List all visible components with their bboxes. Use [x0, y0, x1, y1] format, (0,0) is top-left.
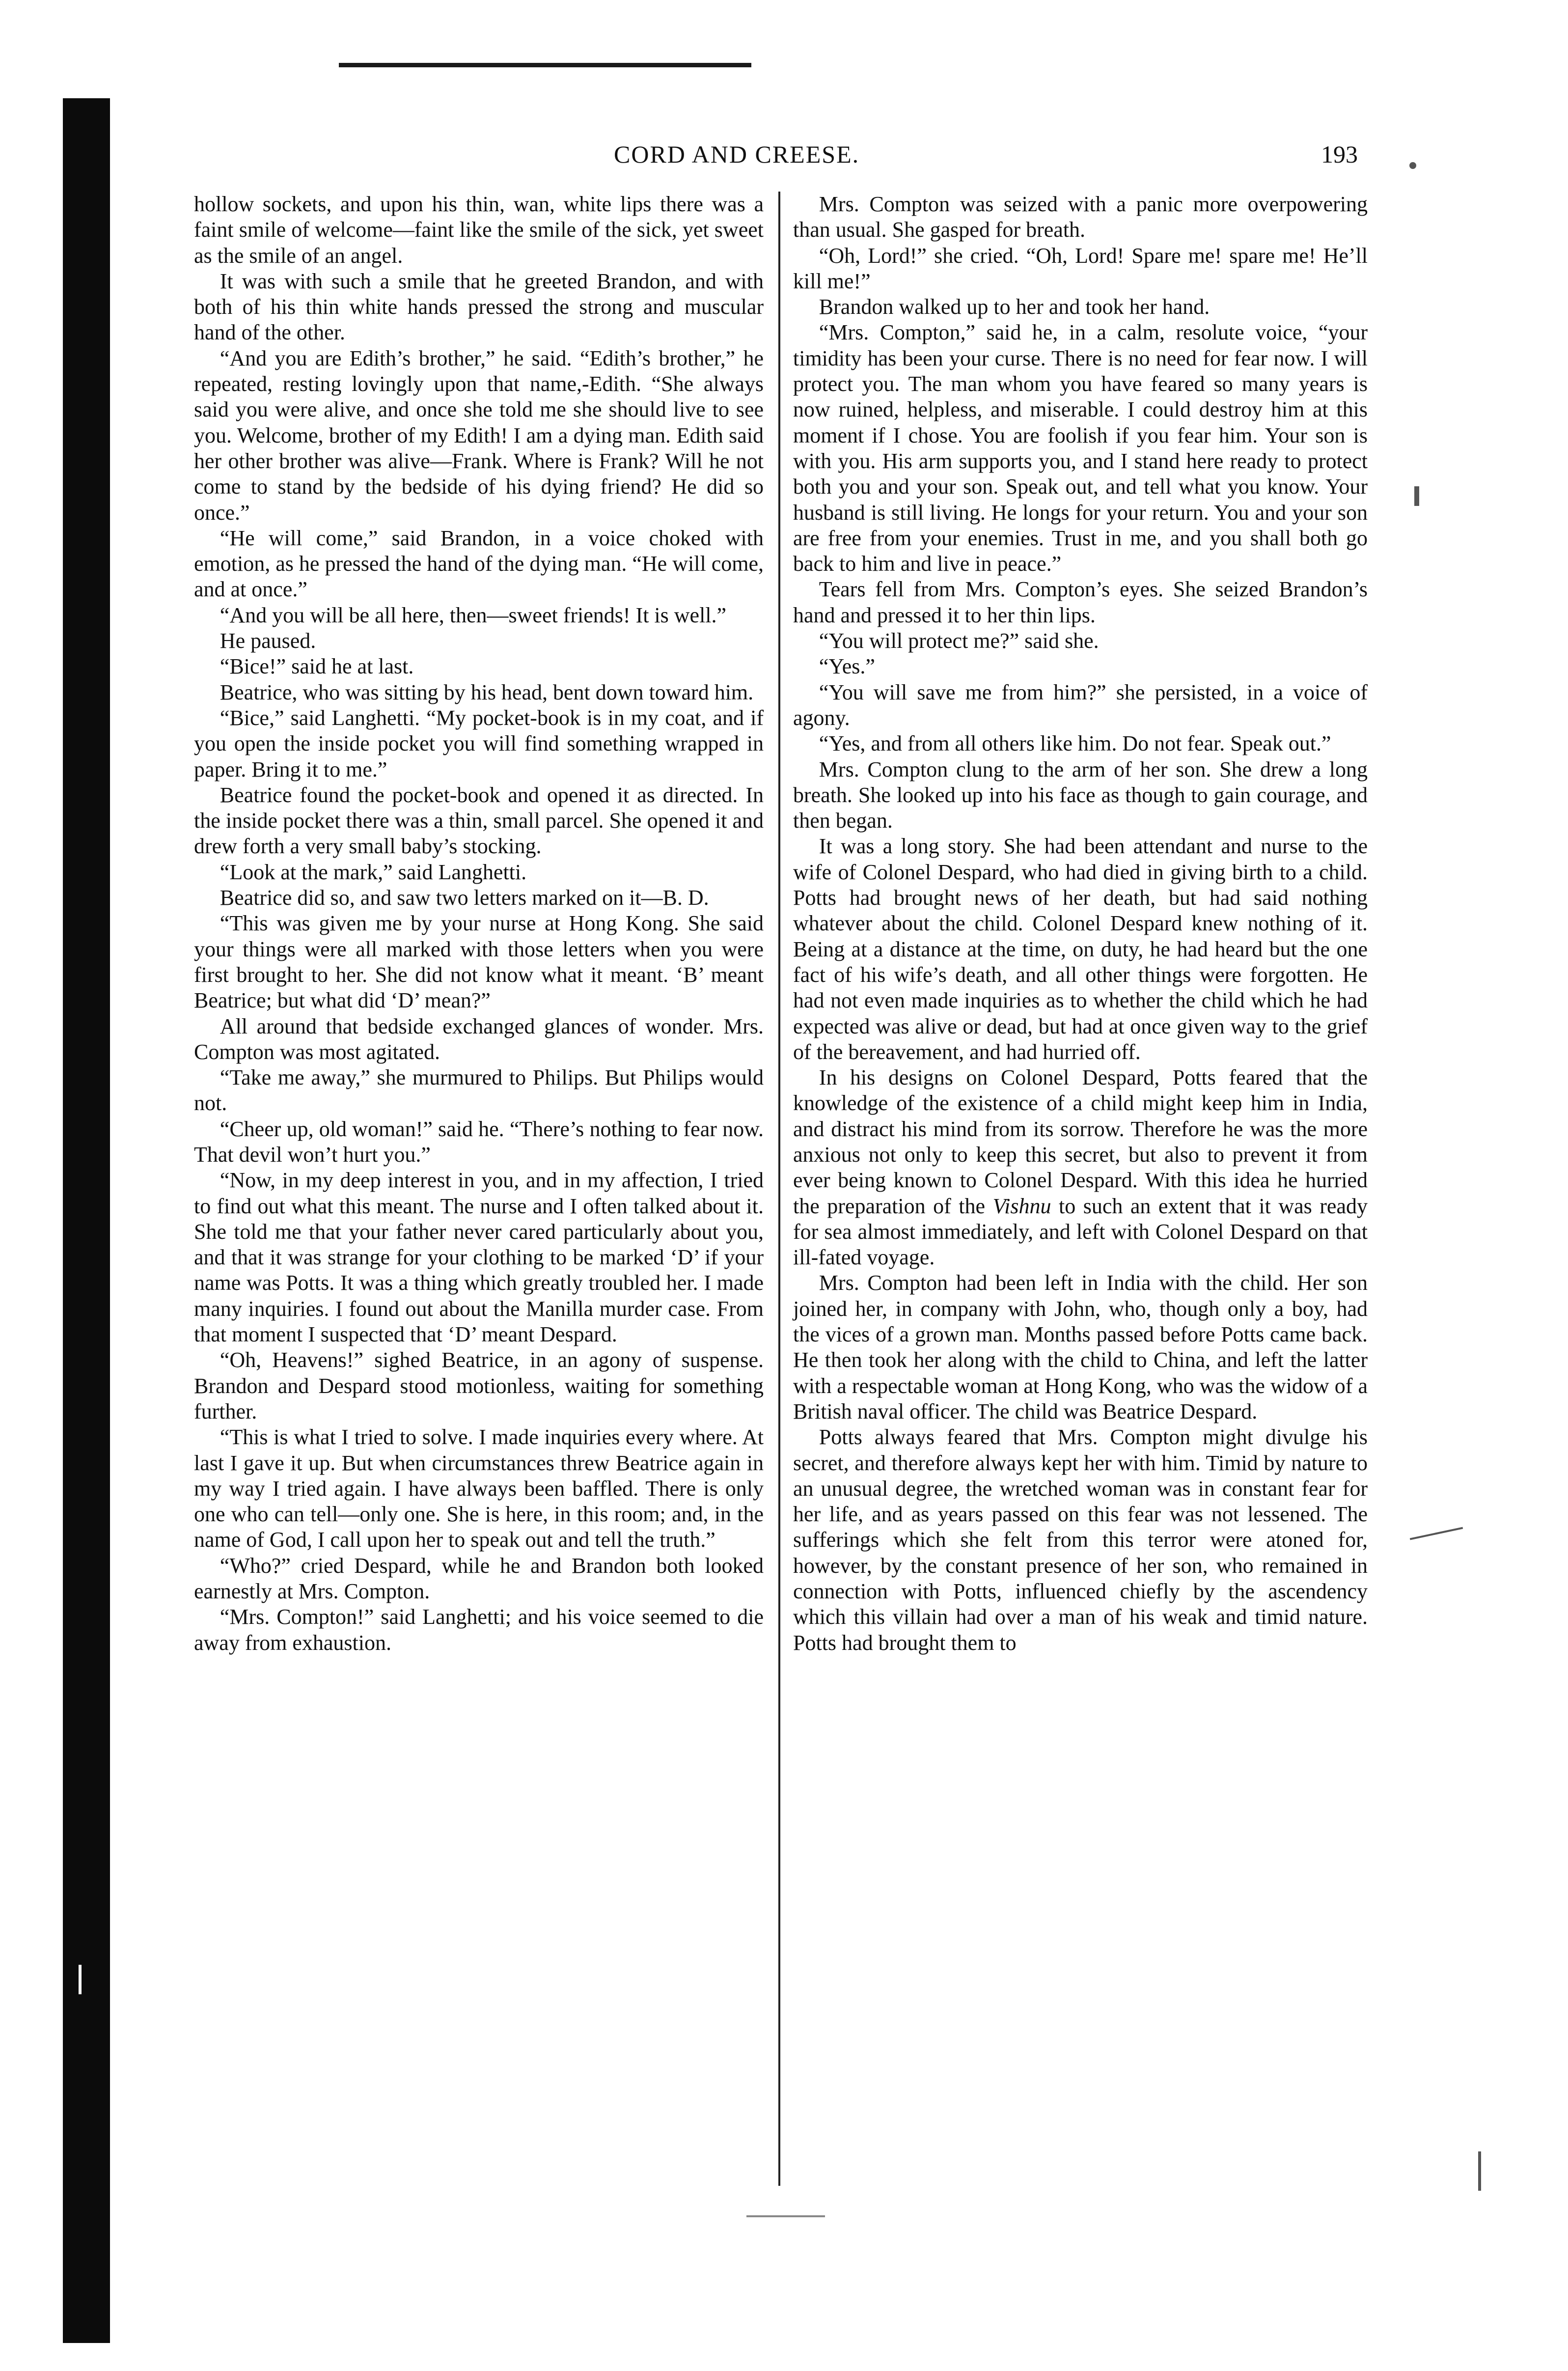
left-column-paragraph: Beatrice found the pocket-book and opened it as directed. In the inside pocket there was a thin, small parcel. She opened it and drew forth a very small baby’s stocking. [194, 782, 764, 859]
right-column-paragraph: Mrs. Compton was seized with a panic more overpowering than usual. She gasped for breath. [793, 192, 1368, 242]
left-column-paragraph: “Mrs. Compton!” said Langhetti; and his voice seemed to die away from exhaustion. [194, 1605, 764, 1655]
left-column-paragraph: “And you will be all here, then—sweet friends! It is well.” [220, 603, 727, 627]
left-column-paragraph: All around that bedside exchanged glances of wonder. Mrs. Compton was most agitated. [194, 1014, 764, 1064]
ship-name: Vishnu [992, 1194, 1051, 1218]
margin-pen-stroke [1410, 1527, 1463, 1540]
binding-shadow [63, 98, 110, 2343]
left-column-paragraph: “Cheer up, old woman!” said he. “There’s nothing to fear now. That devil won’t hurt you.” [194, 1116, 764, 1167]
left-column-paragraph: “Who?” cried Despard, while he and Brandon both looked earnestly at Mrs. Compton. [194, 1553, 764, 1604]
left-column-paragraph: hollow sockets, and upon his thin, wan, white lips there was a faint smile of welcome—faint like the smile of the sick, yet sweet as the smile of an angel. [194, 192, 764, 268]
right-column-paragraph: “Mrs. Compton,” said he, in a calm, resolute voice, “your timidity has been your curse. There is no need for fear now. I will protect you. The man whom you have feared so many years is now ruined, helpless, and miserable. I could destroy him at this moment if I chose. You are foolish if you fear him. Your son is with you. His arm supports you, and I stand here ready to protect both you and your son. Speak out, and tell what you know. Your husband is still living. He longs for your return. You and your son are free from your enemies. Trust in me, and you shall both go back to him and live in peace.” [793, 320, 1368, 576]
margin-speck [1409, 162, 1416, 169]
top-rule [339, 63, 751, 67]
margin-speck [1478, 2151, 1481, 2191]
right-column-paragraph: “Yes, and from all others like him. Do not fear. Speak out.” [819, 731, 1331, 756]
left-column-paragraph: “Look at the mark,” said Langhetti. [220, 860, 527, 884]
bottom-rule-mark [746, 2215, 825, 2217]
right-column-paragraph: Mrs. Compton clung to the arm of her son. She drew a long breath. She looked up into his face as though to gain courage, and then began. [793, 757, 1368, 833]
right-column-paragraph: “You will protect me?” said she. [819, 629, 1099, 653]
left-column-paragraph: “Bice,” said Langhetti. “My pocket-book is in my coat, and if you open the inside pocket you will find something wrapped in paper. Bring it to me.” [194, 705, 764, 781]
margin-speck [1414, 486, 1419, 506]
right-column-paragraph: It was a long story. She had been attendant and nurse to the wife of Colonel Despard, who had died in giving birth to a child. Potts had brought news of her death, but had said nothing whatever about the child. Colonel Despard knew nothing of it. Being at a distance at the time, on duty, he had heard but the one fact of his wife’s death, and all other things were forgotten. He had not even made inquiries as to whether the child which he had expected was alive or dead, but had at once given way to the grief of the bereavement, and had hurried off. [793, 834, 1368, 1064]
spine-scratch [79, 1965, 82, 1994]
left-column-paragraph: “Oh, Heavens!” sighed Beatrice, in an agony of suspense. Brandon and Despard stood motionless, waiting for something further. [194, 1348, 764, 1423]
left-column-paragraph: “Bice!” said he at last. [220, 654, 414, 679]
right-column [793, 192, 1368, 2181]
right-column-paragraph: Tears fell from Mrs. Compton’s eyes. She seized Brandon’s hand and pressed it to her thin lips. [793, 577, 1368, 627]
right-column-paragraph: Potts always feared that Mrs. Compton might divulge his secret, and therefore always kept her with him. Timid by nature to an unusual degree, the wretched woman was in constant fear for her life, and as years passed on this fear was not lessened. The sufferings which she felt from this terror were atoned for, however, by the constant presence of her son, who remained in connection with Potts, influenced chiefly by the ascendency which this villain had over a man of his weak and timid nature. Potts had brought them to [793, 1425, 1368, 1655]
left-column-paragraph: Beatrice, who was sitting by his head, bent down toward him. [220, 680, 754, 704]
page-number: 193 [1321, 140, 1358, 168]
left-column-paragraph: “He will come,” said Brandon, in a voice choked with emotion, as he pressed the hand of the dying man. “He will come, and at once.” [194, 526, 764, 602]
left-column [194, 192, 764, 2181]
left-column-paragraph: He paused. [220, 629, 316, 653]
left-column-paragraph: “This is what I tried to solve. I made inquiries every where. At last I gave it up. But when circumstances threw Beatrice again in my way I tried again. I have always been baffled. There is only one who can tell—only one. She is here, in this room; and, in the name of God, I call upon her to speak out and tell the truth.” [194, 1425, 764, 1552]
left-column-paragraph: “Take me away,” she murmured to Philips. But Philips would not. [194, 1065, 764, 1116]
right-column-paragraph: Mrs. Compton had been left in India with the child. Her son joined her, in company with John, who, though only a boy, had the vices of a grown man. Months passed before Potts came back. He then took her along with the child to China, and left the latter with a respectable woman at Hong Kong, who was the widow of a British naval officer. The child was Beatrice Despard. [793, 1271, 1368, 1423]
running-head: CORD AND CREESE. [614, 140, 860, 168]
left-column-paragraph: “This was given me by your nurse at Hong Kong. She said your things were all marked with those letters when you were first brought to her. She did not know what it meant. ‘B’ meant Beatrice; but what did ‘D’ mean?” [194, 911, 764, 1013]
left-column-paragraph: “Now, in my deep interest in you, and in my affection, I tried to find out what this meant. The nurse and I often talked about it. She told me that your father never cared particularly about you, and that it was strange for your clothing to be marked ‘D’ if your name was Potts. It was a thing which greatly troubled her. I made many inquiries. I found out about the Manilla murder case. From that moment I suspected that ‘D’ meant Despard. [194, 1168, 764, 1347]
right-column-paragraph: “Oh, Lord!” she cried. “Oh, Lord! Spare me! spare me! He’ll kill me!” [793, 243, 1368, 293]
right-column-paragraph: “Yes.” [819, 654, 875, 679]
left-column-paragraph: “And you are Edith’s brother,” he said. “Edith’s brother,” he repeated, resting lovingly upon that name,-Edith. “She always said you were alive, and once she told me she should live to see you. Welcome, brother of my Edith! I am a dying man. Edith said her other brother was alive—Frank. Where is Frank? Will he not come to stand by the bedside of his dying friend? He did so once.” [194, 346, 764, 525]
right-column-paragraph: Brandon walked up to her and took her hand. [819, 295, 1210, 319]
right-column-paragraph: “You will save me from him?” she persisted, in a voice of agony. [793, 680, 1368, 730]
left-column-paragraph: It was with such a smile that he greeted Brandon, and with both of his thin white hands pressed the strong and muscular hand of the other. [194, 269, 764, 345]
right-column-paragraph: In his designs on Colonel Despard, Potts feared that the knowledge of the existence of a child might keep him in India, and distract his mind from its sorrow. Therefore he was the more anxious not only to keep this secret, but also to prevent it from ever being known to Colonel Despard. With this idea he hurried the preparation of the Vishnu to such an extent that it was ready for sea almost immediately, and left with Colonel Despard on that ill-fated voyage. [793, 1065, 1368, 1270]
column-divider [778, 192, 780, 2186]
left-column-paragraph: Beatrice did so, and saw two letters marked on it—B. D. [220, 886, 709, 910]
